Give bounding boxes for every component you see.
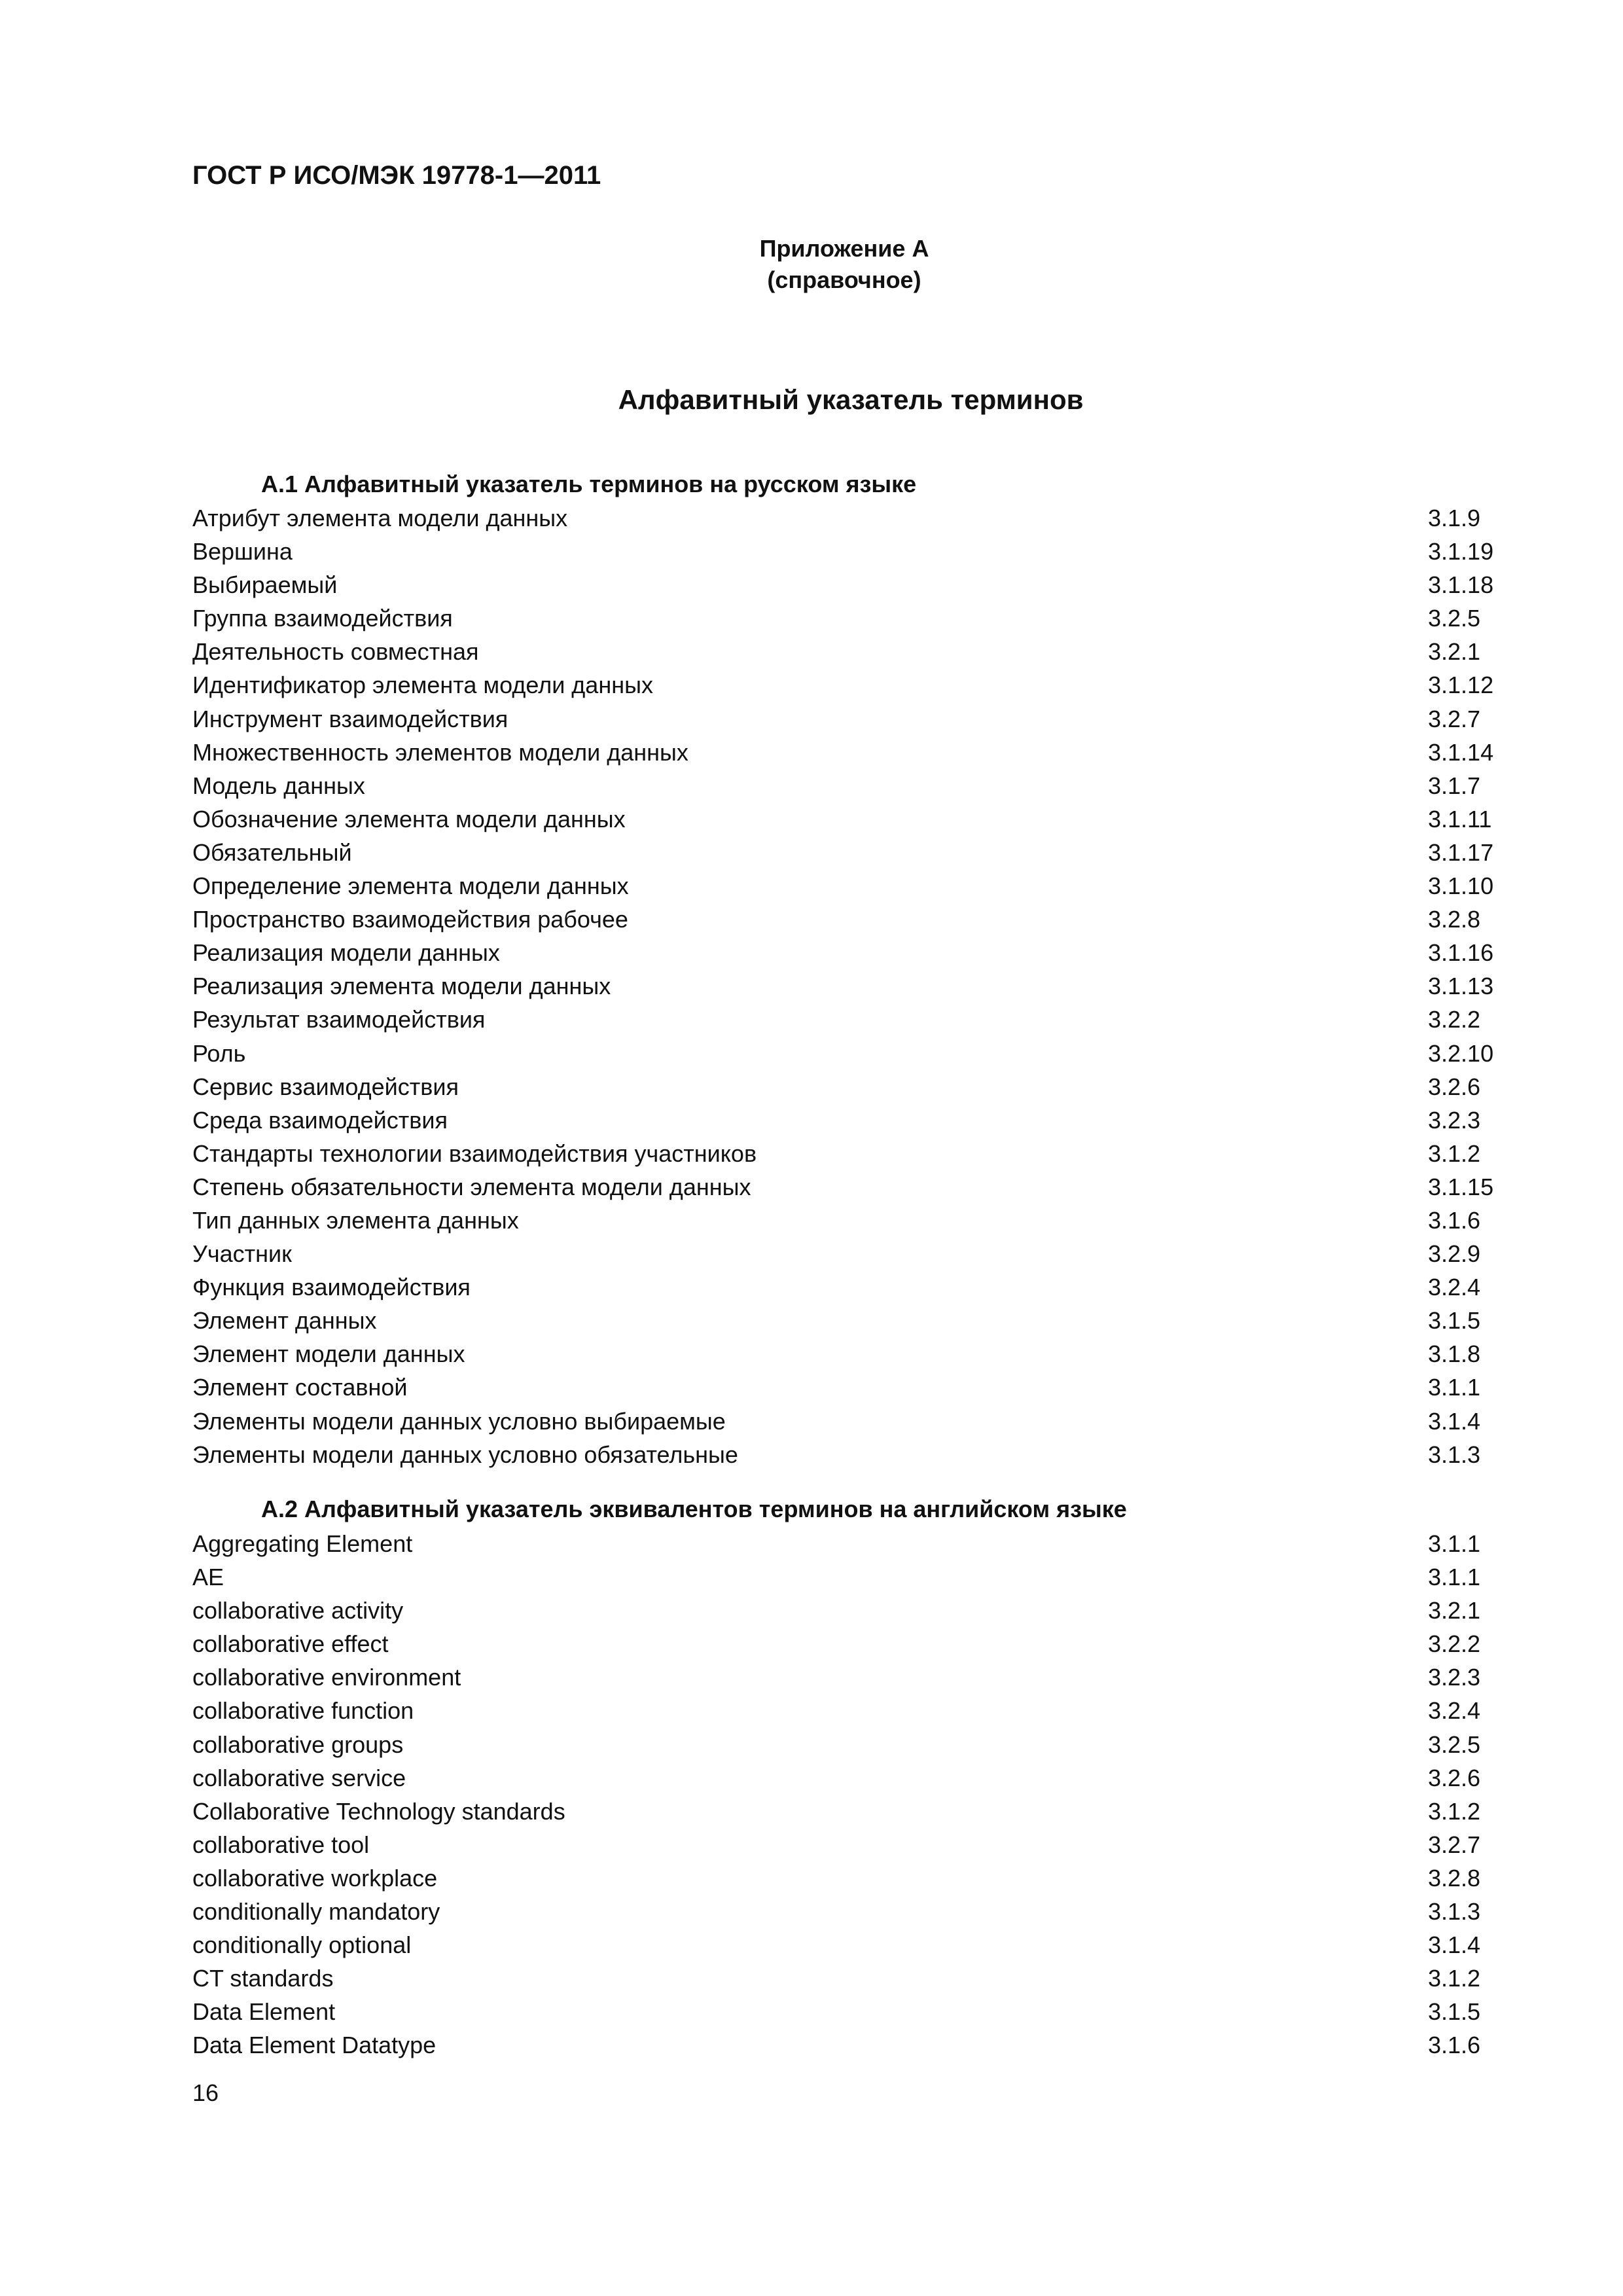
index-entry xyxy=(192,1594,1514,1627)
index-reference: 3.1.4 xyxy=(1428,1407,1481,1435)
index-reference: 3.1.10 xyxy=(1428,872,1494,900)
index-entry xyxy=(192,736,1514,769)
index-term: Элементы модели данных условно выбираемые xyxy=(192,1407,726,1435)
index-reference: 3.2.5 xyxy=(1428,605,1481,632)
index-reference: 3.1.18 xyxy=(1428,571,1494,599)
index-term: collaborative service xyxy=(192,1764,406,1791)
index-entry xyxy=(192,1204,1514,1237)
index-term: CT standards xyxy=(192,1965,334,1992)
index-term: Степень обязательности элемента модели данных xyxy=(192,1173,751,1200)
index-entry xyxy=(192,635,1514,668)
index-entry xyxy=(192,1337,1514,1371)
index-term: Элемент составной xyxy=(192,1374,408,1401)
index-term: Вершина xyxy=(192,538,293,565)
index-reference: 3.2.7 xyxy=(1428,1831,1481,1858)
index-term: Роль xyxy=(192,1039,246,1067)
index-term: Идентификатор элемента модели данных xyxy=(192,672,653,699)
index-term: Реализация элемента модели данных xyxy=(192,973,611,1000)
index-reference: 3.1.7 xyxy=(1428,772,1481,799)
index-entry xyxy=(192,1003,1514,1036)
index-term: collaborative activity xyxy=(192,1597,404,1624)
section-a1-heading: А.1 Алфавитный указатель терминов на русском языке xyxy=(261,471,917,497)
index-entry xyxy=(192,601,1514,635)
index-entry xyxy=(192,969,1514,1003)
index-entry xyxy=(192,1304,1514,1337)
index-entry xyxy=(192,869,1514,903)
index-entry xyxy=(192,1103,1514,1137)
index-entry xyxy=(192,1438,1514,1471)
index-entry xyxy=(192,1371,1514,1404)
index-reference: 3.2.4 xyxy=(1428,1697,1481,1725)
index-term: Пространство взаимодействия рабочее xyxy=(192,906,628,933)
index-entry xyxy=(192,1728,1514,1761)
index-entry xyxy=(192,702,1514,736)
index-reference: 3.1.3 xyxy=(1428,1898,1481,1926)
index-entry xyxy=(192,1560,1514,1594)
index-term: Обозначение элемента модели данных xyxy=(192,805,626,833)
index-reference: 3.1.6 xyxy=(1428,1206,1481,1234)
index-term: collaborative tool xyxy=(192,1831,370,1858)
index-entry xyxy=(192,568,1514,601)
index-term: Модель данных xyxy=(192,772,365,799)
index-entry xyxy=(192,769,1514,802)
index-term: conditionally optional xyxy=(192,1931,412,1959)
index-term: AE xyxy=(192,1564,224,1591)
index-term: Стандарты технологии взаимодействия участников xyxy=(192,1139,757,1167)
index-term: Элемент модели данных xyxy=(192,1340,465,1368)
section-a2-heading: А.2 Алфавитный указатель эквивалентов терминов на английском языке xyxy=(261,1496,1127,1522)
index-term: Data Element Datatype xyxy=(192,2032,437,2059)
index-reference: 3.1.13 xyxy=(1428,973,1494,1000)
index-term: conditionally mandatory xyxy=(192,1898,440,1926)
index-reference: 3.2.10 xyxy=(1428,1039,1494,1067)
index-term: Элементы модели данных условно обязательные xyxy=(192,1441,738,1468)
index-term: Атрибут элемента модели данных xyxy=(192,505,568,531)
index-term: Множественность элементов модели данных xyxy=(192,738,688,766)
index-reference: 3.2.1 xyxy=(1428,1597,1481,1624)
index-entry xyxy=(192,1237,1514,1270)
index-reference: 3.2.3 xyxy=(1428,1664,1481,1691)
index-reference: 3.2.8 xyxy=(1428,906,1481,933)
index-entry xyxy=(192,836,1514,869)
index-reference: 3.1.11 xyxy=(1428,805,1492,833)
index-entry xyxy=(192,802,1514,836)
index-entry xyxy=(192,1137,1514,1170)
appendix-title: Приложение А xyxy=(759,235,929,262)
index-reference: 3.2.4 xyxy=(1428,1274,1481,1301)
index-reference: 3.1.1 xyxy=(1428,1530,1481,1557)
index-term: Функция взаимодействия xyxy=(192,1274,471,1301)
index-reference: 3.1.3 xyxy=(1428,1441,1481,1468)
index-entry xyxy=(192,1405,1514,1438)
index-reference: 3.2.2 xyxy=(1428,1630,1481,1658)
index-entry xyxy=(192,1795,1514,1828)
index-reference: 3.2.7 xyxy=(1428,705,1481,732)
index-term: Сервис взаимодействия xyxy=(192,1073,459,1100)
index-entry xyxy=(192,1928,1514,1962)
index-entry xyxy=(192,1660,1514,1694)
index-term: Деятельность совместная xyxy=(192,638,479,666)
index-term: Обязательный xyxy=(192,838,352,866)
appendix-heading xyxy=(713,233,975,296)
index-entry xyxy=(192,936,1514,969)
index-reference: 3.1.1 xyxy=(1428,1564,1481,1591)
index-term: Collaborative Technology standards xyxy=(192,1797,565,1825)
index-term: collaborative groups xyxy=(192,1731,404,1758)
index-term: Тип данных элемента данных xyxy=(192,1206,519,1234)
index-entry xyxy=(192,501,1514,535)
index-reference: 3.1.8 xyxy=(1428,1340,1481,1368)
index-term: Определение элемента модели данных xyxy=(192,872,629,900)
index-term: Участник xyxy=(192,1240,292,1268)
index-reference: 3.1.9 xyxy=(1428,505,1481,531)
russian-term-index xyxy=(192,501,1514,1471)
index-term: Aggregating Element xyxy=(192,1530,413,1557)
index-term: collaborative environment xyxy=(192,1664,461,1691)
index-entry xyxy=(192,1861,1514,1895)
index-reference: 3.2.6 xyxy=(1428,1764,1481,1791)
document-code-header: ГОСТ Р ИСО/МЭК 19778-1—2011 xyxy=(192,161,601,190)
index-entry xyxy=(192,2028,1514,2062)
index-reference: 3.2.5 xyxy=(1428,1731,1481,1758)
index-term: Выбираемый xyxy=(192,571,338,599)
index-reference: 3.2.3 xyxy=(1428,1106,1481,1134)
index-reference: 3.1.1 xyxy=(1428,1374,1481,1401)
index-term: Результат взаимодействия xyxy=(192,1006,486,1033)
index-reference: 3.2.2 xyxy=(1428,1006,1481,1033)
index-term: Среда взаимодействия xyxy=(192,1106,448,1134)
index-reference: 3.1.4 xyxy=(1428,1931,1481,1959)
index-reference: 3.1.5 xyxy=(1428,1307,1481,1335)
index-entry xyxy=(192,1170,1514,1204)
index-entry xyxy=(192,1070,1514,1103)
index-entry xyxy=(192,1761,1514,1795)
index-entry xyxy=(192,535,1514,568)
index-term: collaborative workplace xyxy=(192,1864,438,1892)
index-reference: 3.1.19 xyxy=(1428,538,1494,565)
index-reference: 3.1.15 xyxy=(1428,1173,1494,1200)
index-reference: 3.2.9 xyxy=(1428,1240,1481,1268)
index-entry xyxy=(192,903,1514,936)
index-reference: 3.1.2 xyxy=(1428,1965,1481,1992)
index-reference: 3.1.17 xyxy=(1428,838,1494,866)
index-reference: 3.1.2 xyxy=(1428,1797,1481,1825)
index-term: collaborative effect xyxy=(192,1630,389,1658)
index-entry xyxy=(192,1037,1514,1070)
index-entry xyxy=(192,1270,1514,1304)
index-reference: 3.1.2 xyxy=(1428,1139,1481,1167)
index-reference: 3.1.14 xyxy=(1428,738,1494,766)
index-term: collaborative function xyxy=(192,1697,414,1725)
index-reference: 3.1.5 xyxy=(1428,1998,1481,2026)
index-reference: 3.2.8 xyxy=(1428,1864,1481,1892)
index-entry xyxy=(192,1694,1514,1727)
index-reference: 3.1.6 xyxy=(1428,2032,1481,2059)
appendix-kind: (справочное) xyxy=(767,266,921,293)
index-reference: 3.1.12 xyxy=(1428,672,1494,699)
index-main-title: Алфавитный указатель терминов xyxy=(618,384,1084,415)
index-entry xyxy=(192,668,1514,702)
index-entry xyxy=(192,1627,1514,1660)
index-reference: 3.2.1 xyxy=(1428,638,1481,666)
index-term: Data Element xyxy=(192,1998,336,2026)
index-term: Группа взаимодействия xyxy=(192,605,453,632)
index-entry xyxy=(192,1895,1514,1928)
index-entry xyxy=(192,1527,1514,1560)
index-term: Элемент данных xyxy=(192,1307,377,1335)
index-reference: 3.2.6 xyxy=(1428,1073,1481,1100)
page-number: 16 xyxy=(192,2079,219,2106)
index-term: Инструмент взаимодействия xyxy=(192,705,508,732)
index-entry xyxy=(192,1962,1514,1995)
index-reference: 3.1.16 xyxy=(1428,939,1494,967)
index-entry xyxy=(192,1995,1514,2028)
index-entry xyxy=(192,1828,1514,1861)
index-term: Реализация модели данных xyxy=(192,939,500,967)
english-term-index xyxy=(192,1527,1514,2062)
